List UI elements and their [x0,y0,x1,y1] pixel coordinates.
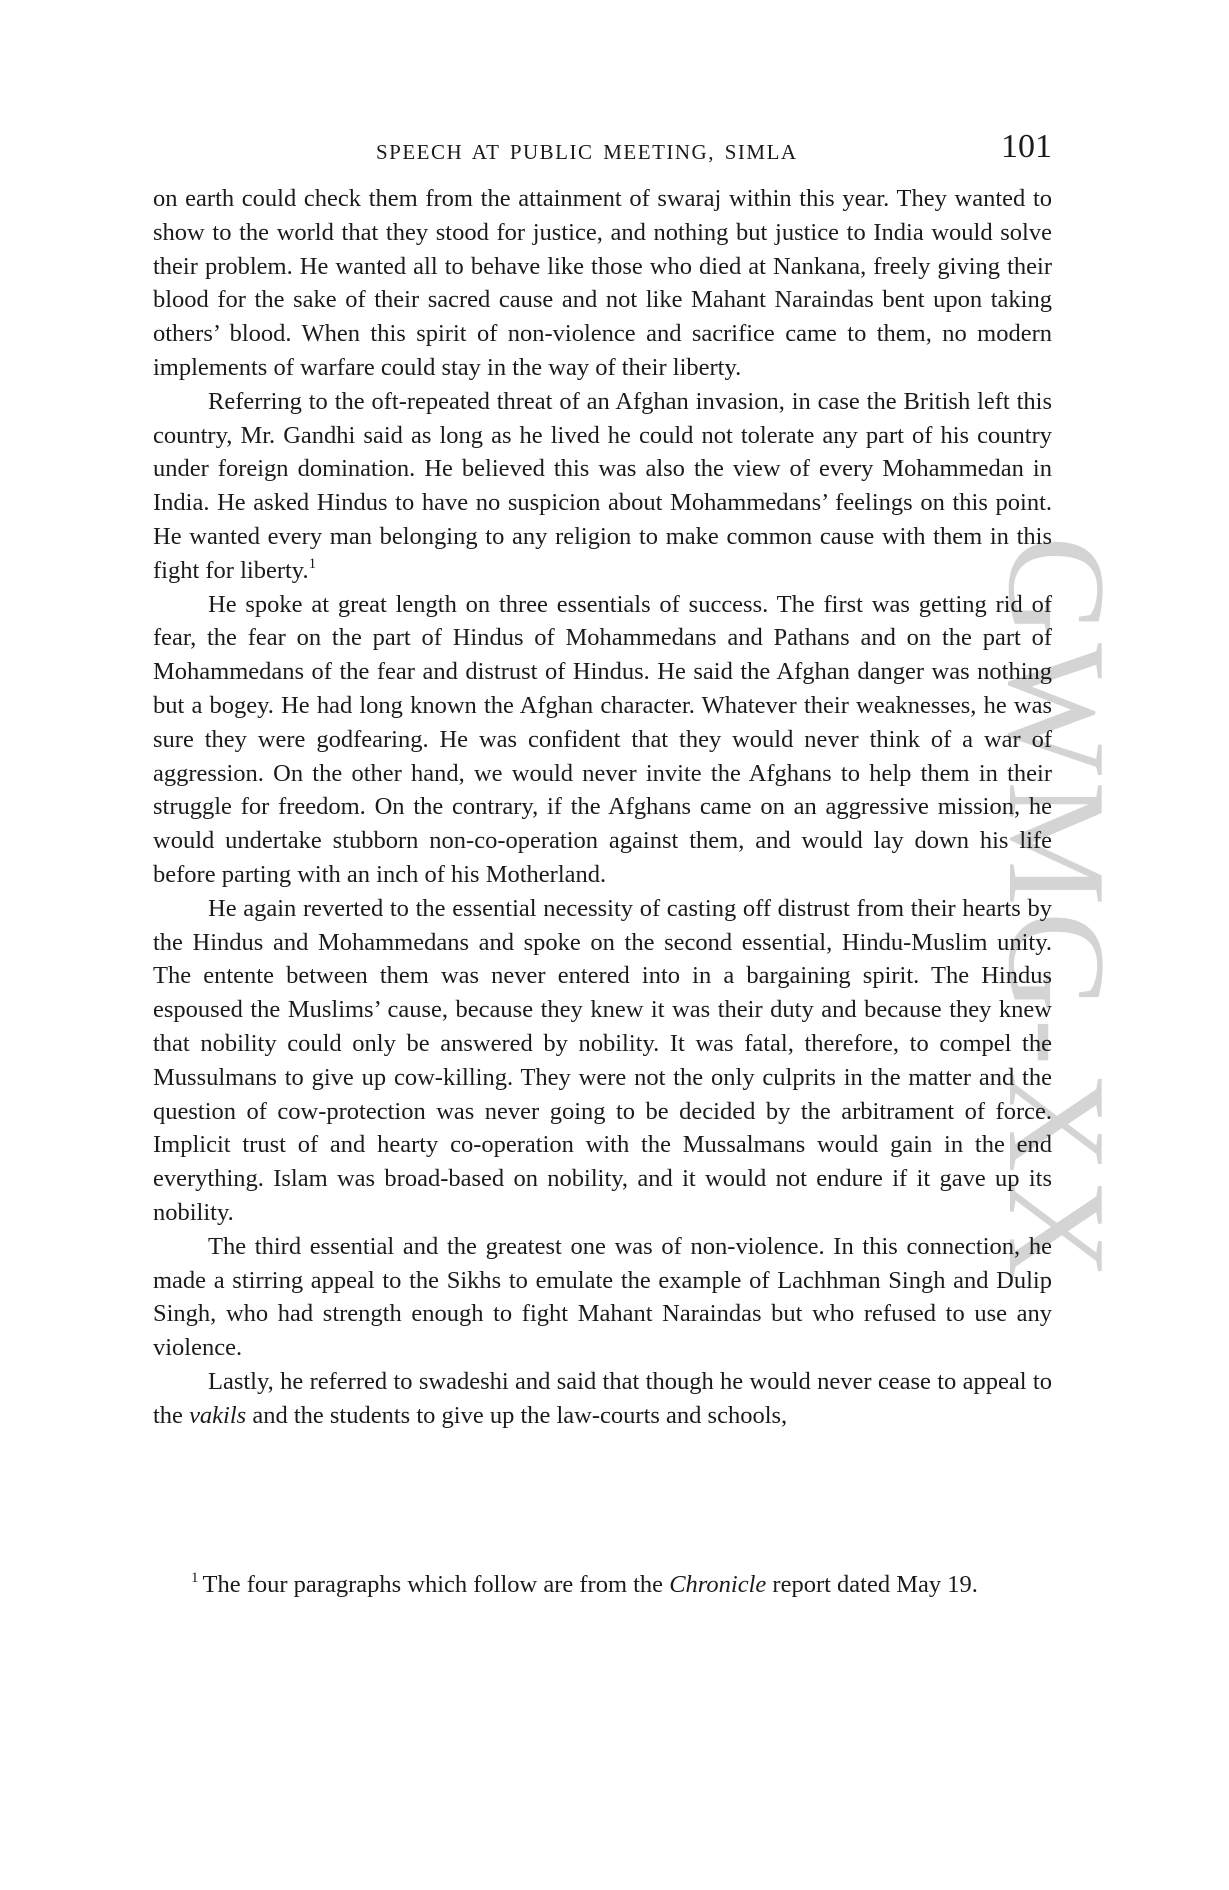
paragraph-5: The third essential and the greatest one was of non-violence. In this connection, he made a stirring appeal to the Sikhs to emulate the example of Lachhman Singh and Dulip Singh, who had strength enough to fight Mahant Naraindas but who refused to use any violence. [153,1232,1052,1362]
page-header [153,126,1052,176]
body-text [153,182,1052,1432]
watermark-text: GWMG-XX [979,536,1134,1286]
paragraph-2 [153,385,1052,588]
footnote-text-start: The four paragraphs which follow are from the [202,1571,670,1598]
footnote [153,1568,1052,1602]
footnote-mark: 1 [191,1570,199,1586]
paragraph-6-italic: vakils [189,1401,247,1429]
running-head: SPEECH AT PUBLIC MEETING, SIMLA [376,140,798,164]
footnote-reference: 1 [308,555,317,572]
page-number: 101 [1001,128,1052,165]
paragraph-4: He again reverted to the essential necessity of casting off distrust from their hearts by the Hindus and Mohammedans and spoke on the second essential, Hindu-Muslim unity. The entente between them was never entered into in a bargaining spirit. The Hindus espoused the Muslims’ cause, because they knew it was their duty and because they knew that nobility could only be answered by nobility. It was fatal, therefore, to compel the Mussulmans to give up cow-killing. They were not the only culprits in the matter and the question of cow-protection was never going to be decided by the arbitrament of force. Implicit trust of and hearty co-operation with the Mussalmans would gain in the end everything. Islam was broad-based on nobility, and it would not endure if it gave up its nobility. [153,894,1052,1226]
paragraph-6-end: and the students to give up the law-courts and schools, [246,1401,788,1429]
paragraph-3: He spoke at great length on three essentials of success. The first was getting rid of fear, the fear on the part of Hindus of Mohammedans and Pathans and on the part of Mohammedans of the fear and distrust of Hindus. He said the Afghan danger was nothing but a bogey. He had long known the Afghan character. Whatever their weaknesses, he was sure they were godfearing. He was confident that they would never think of a war of aggression. On the other hand, we would never invite the Afghans to help them in their struggle for freedom. On the contrary, if the Afghans came on an aggressive mission, he would undertake stubborn non-co-operation against them, and would lay down his life before parting with an inch of his Motherland. [153,590,1052,888]
paragraph-1: on earth could check them from the attainment of swaraj within this year. They wanted to show to the world that they stood for justice, and nothing but justice to India would solve their problem. He wanted all to behave like those who died at Nankana, freely giving their blood for the sake of their sacred cause and not like Mahant Naraindas bent upon taking others’ blood. When this spirit of non-violence and sacrifice came to them, no modern implements of warfare could stay in the way of their liberty. [153,185,1052,381]
footnote-text-end: report dated May 19. [766,1571,978,1598]
paragraph-2-text: Referring to the oft-repeated threat of an Afghan invasion, in case the British left this country, Mr. Gandhi said as long as he lived he could not tolerate any part of his country under foreign domination. He believed this was also the view of every Mohammedan in India. He asked Hindus to have no suspicion about Mohammedans’ feelings on this point. He wanted every man belonging to any religion to make common cause with them in this fight for liberty. [153,387,1052,584]
paragraph-6 [153,1365,1052,1433]
footnote-source-title: Chronicle [669,1571,767,1598]
paragraph-6-start: Lastly, he referred to swadeshi and said that though he would never cease to appeal to the [153,1367,1052,1429]
